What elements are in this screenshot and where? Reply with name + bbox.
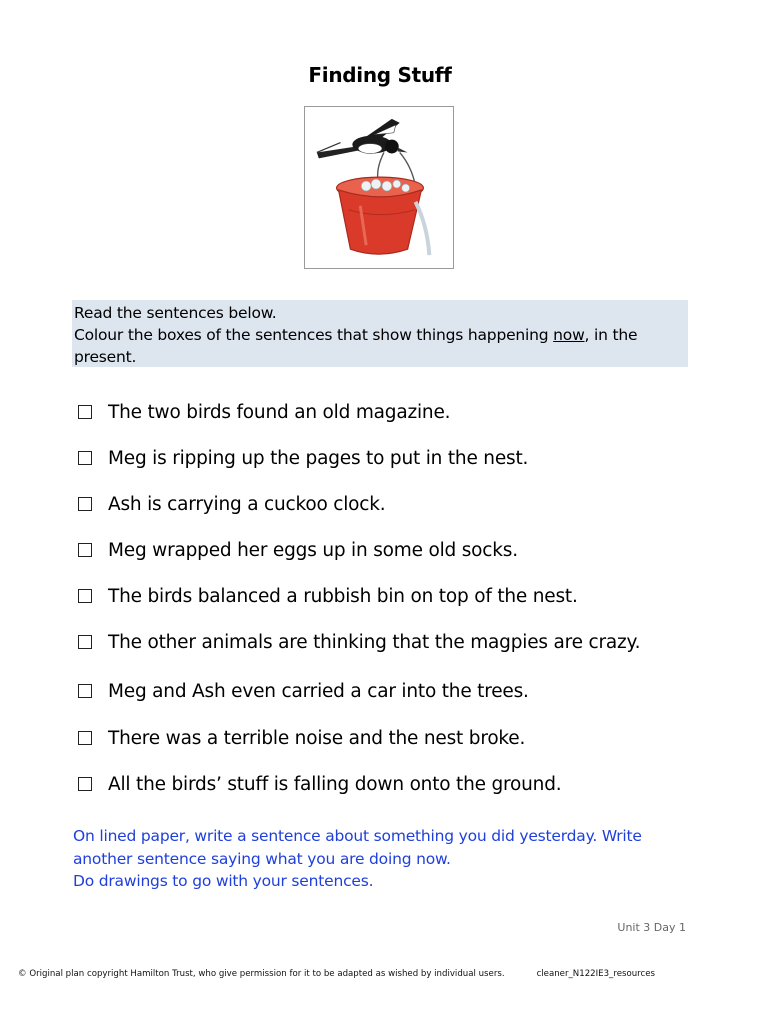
sentence-text: Meg is ripping up the pages to put in the nest. — [108, 447, 529, 469]
instruction-line-2-end: , in the — [584, 326, 638, 344]
sentence-checkbox[interactable] — [78, 589, 92, 603]
sentence-checkbox[interactable] — [78, 777, 92, 791]
sentence-text: Ash is carrying a cuckoo clock. — [108, 493, 386, 515]
sentence-item — [74, 397, 714, 427]
instruction-line-1: Read the sentences below. — [74, 304, 277, 322]
task-line-2: another sentence saying what you are doing now. — [73, 849, 451, 868]
task-line-3: Do drawings to go with your sentences. — [73, 872, 374, 890]
instruction-now-underlined: now — [553, 326, 585, 344]
instruction-line-2 — [74, 324, 686, 346]
sentence-text: The two birds found an old magazine. — [108, 401, 451, 423]
sentence-item — [74, 535, 714, 565]
magpie-bucket-illustration — [304, 106, 454, 269]
sentence-item — [74, 769, 714, 799]
footer — [18, 969, 655, 979]
sentence-checkbox[interactable] — [78, 405, 92, 419]
instruction-line-2-start: Colour the boxes of the sentences that show things happening — [74, 326, 554, 344]
sentence-checkbox[interactable] — [78, 731, 92, 745]
sentence-text: The birds balanced a rubbish bin on top of the nest. — [108, 585, 578, 607]
instructions-box — [72, 300, 688, 367]
copyright-notice: © Original plan copyright Hamilton Trust, who give permission for it to be adapted as wished by individual users. — [18, 969, 505, 979]
sentence-checkbox[interactable] — [78, 635, 92, 649]
page-title: Finding Stuff — [308, 63, 452, 87]
task-line-1: On lined paper, write a sentence about something you did yesterday. Write — [73, 827, 642, 845]
sentence-text: Meg wrapped her eggs up in some old socks. — [108, 539, 518, 561]
sentence-item — [74, 723, 714, 753]
sentence-item — [74, 581, 714, 611]
sentence-text: The other animals are thinking that the magpies are crazy. — [108, 631, 641, 653]
sentence-text: All the birds’ stuff is falling down onto the ground. — [108, 773, 562, 795]
sentence-item — [74, 443, 714, 473]
sentence-checkbox[interactable] — [78, 684, 92, 698]
unit-label: Unit 3 Day 1 — [617, 921, 686, 934]
resource-code: cleaner_N122IE3_resources — [536, 969, 655, 979]
sentence-checkbox[interactable] — [78, 451, 92, 465]
sentence-checkbox[interactable] — [78, 497, 92, 511]
sentence-item — [74, 676, 714, 706]
sentence-item — [74, 489, 714, 519]
writing-task — [73, 825, 693, 893]
sentence-text: Meg and Ash even carried a car into the trees. — [108, 680, 529, 702]
sentence-text: There was a terrible noise and the nest broke. — [108, 727, 526, 749]
instruction-line-3: present. — [74, 348, 137, 366]
sentence-item — [74, 627, 714, 657]
sentence-checkbox[interactable] — [78, 543, 92, 557]
